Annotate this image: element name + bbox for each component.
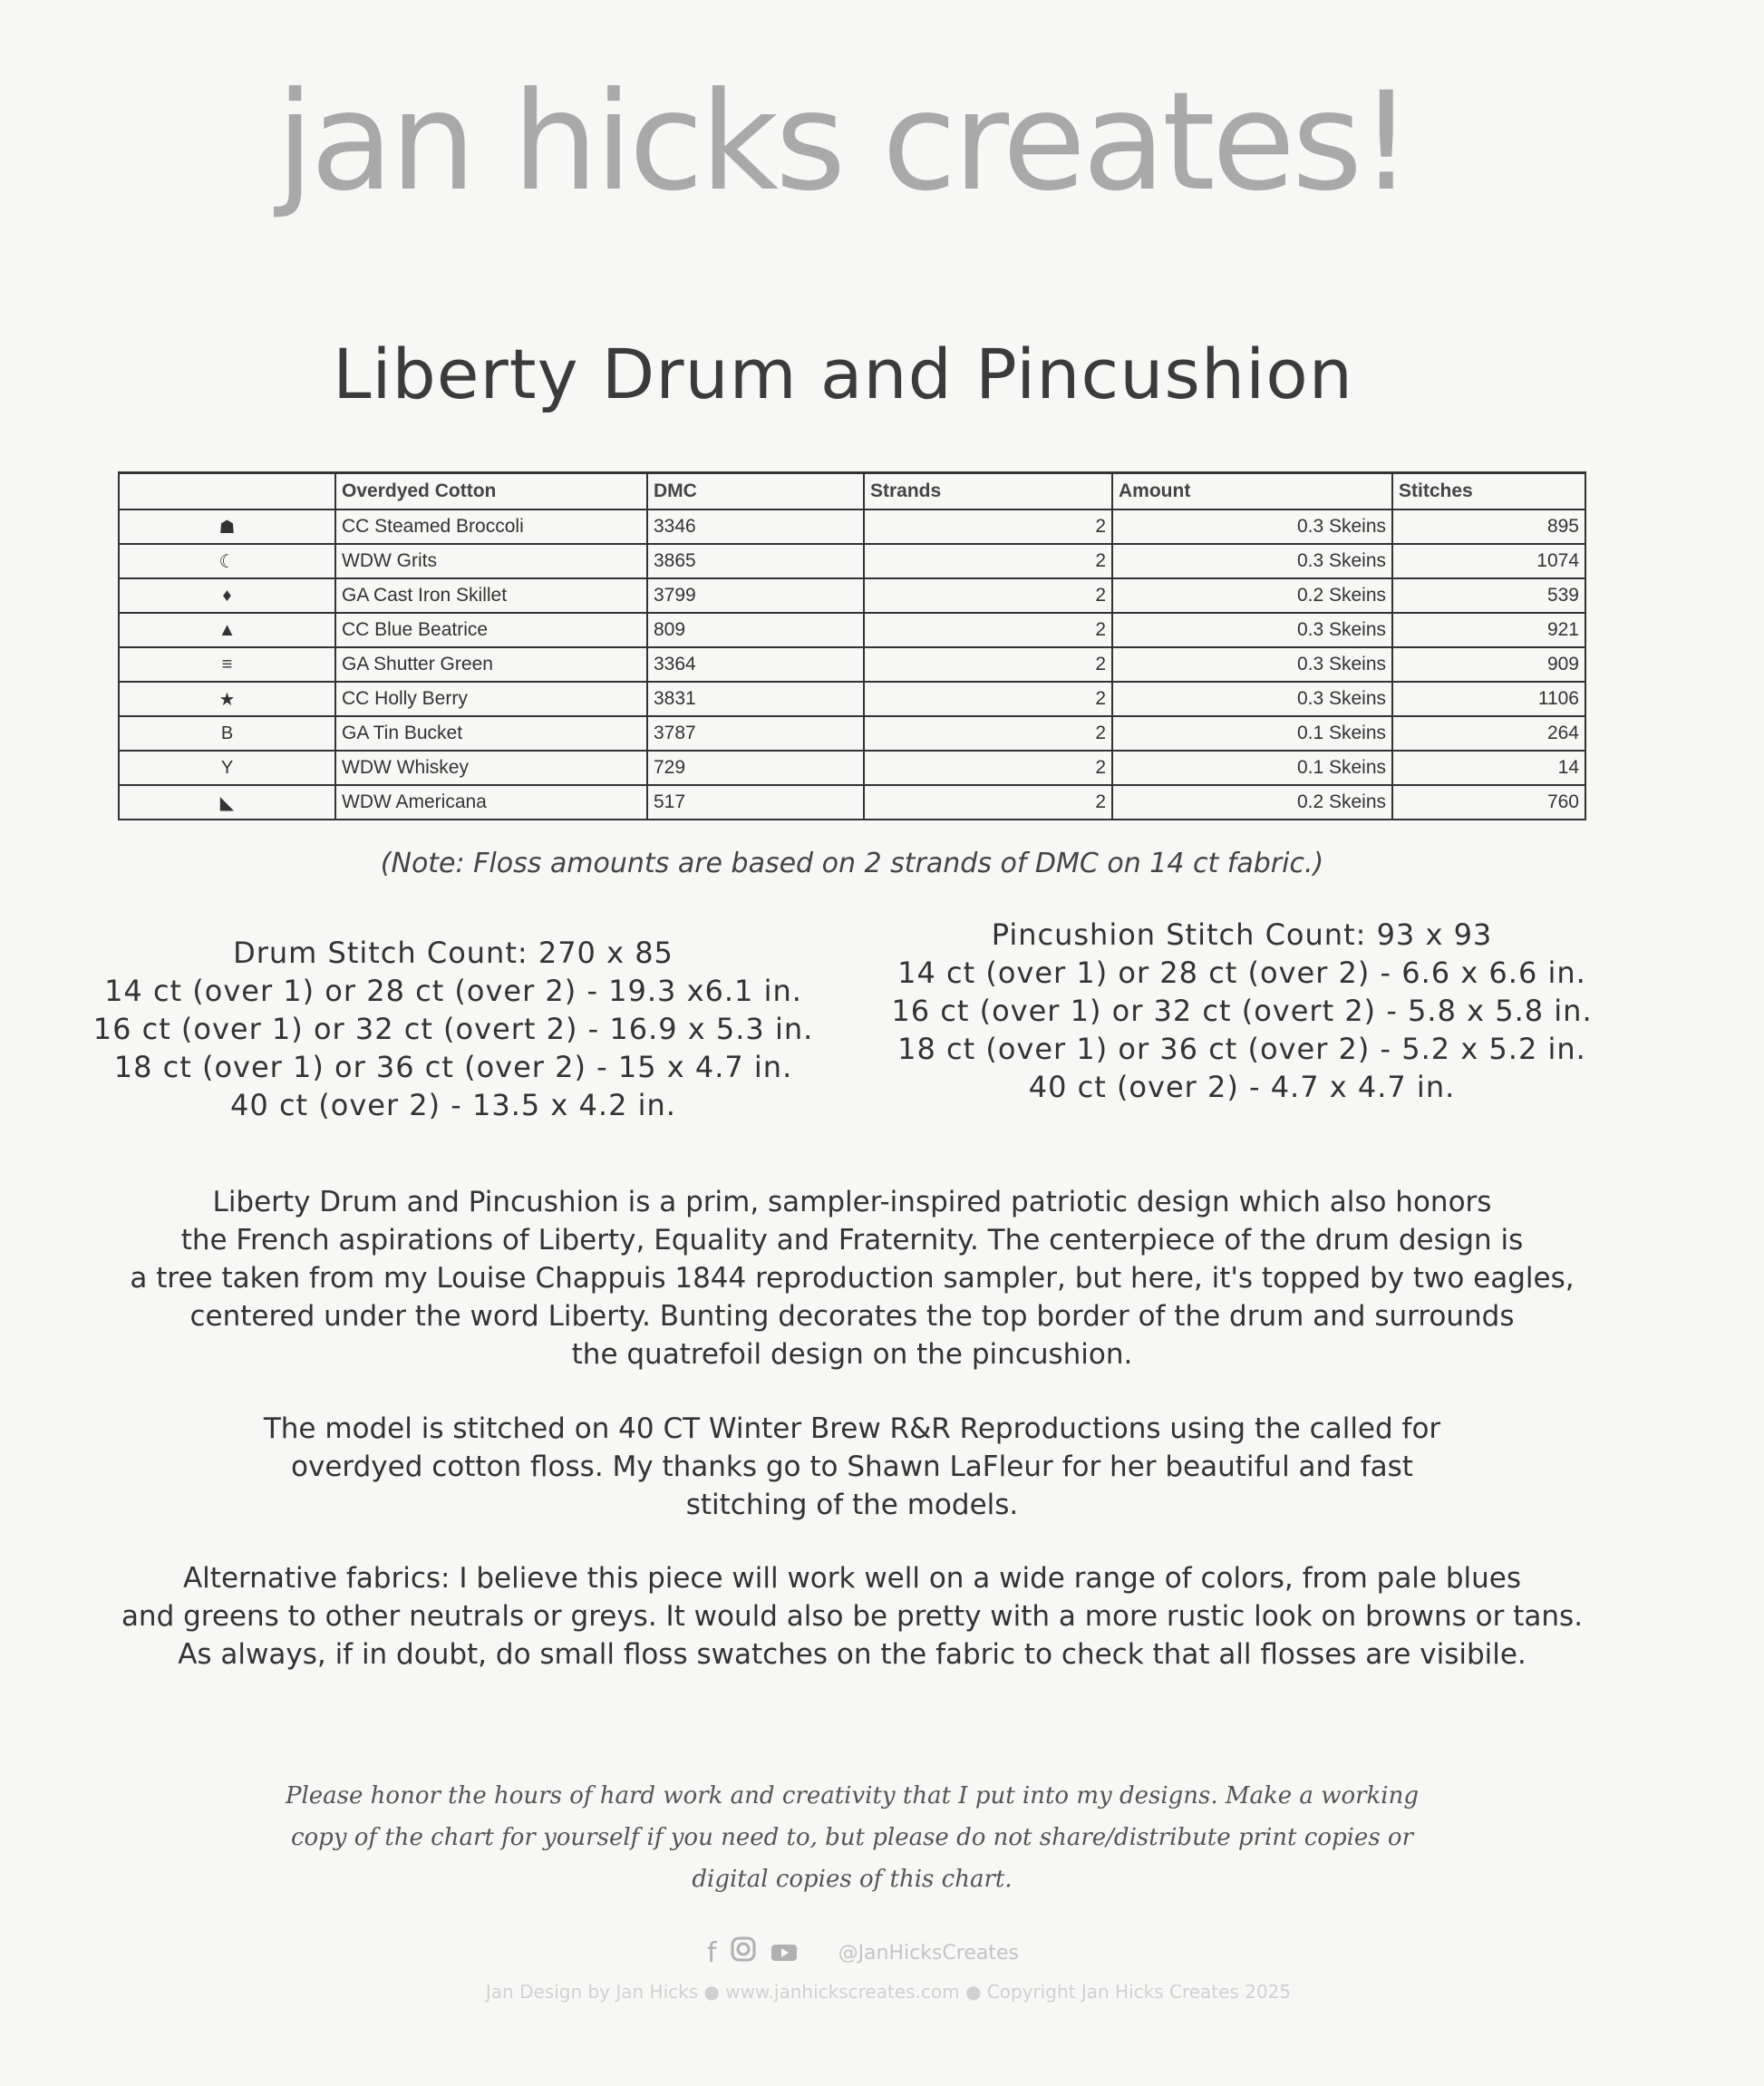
model-line: The model is stitched on 40 CT Winter Brew R&R Reproductions using the called for bbox=[263, 1412, 1441, 1445]
alternatives-line: As always, if in doubt, do small floss swatches on the fabric to check that all flosses are visibile. bbox=[178, 1638, 1527, 1671]
floss-amount: 0.3 Skeins bbox=[1112, 613, 1392, 647]
floss-symbol: Y bbox=[119, 751, 335, 785]
drum-count-line: Drum Stitch Count: 270 x 85 bbox=[233, 936, 674, 970]
alternatives-line: Alternative fabrics: I believe this piece will work well on a wide range of colors, from pale blues bbox=[182, 1562, 1522, 1595]
pincushion-count-line: 16 ct (over 1) or 32 ct (overt 2) - 5.8 x 5.8 in. bbox=[891, 994, 1593, 1028]
floss-dmc: 3346 bbox=[647, 509, 864, 544]
floss-note: (Note: Floss amounts are based on 2 strands of DMC on 14 ct fabric.) bbox=[380, 848, 1324, 879]
table-row bbox=[119, 716, 1585, 751]
floss-name: CC Blue Beatrice bbox=[335, 613, 647, 647]
floss-strands: 2 bbox=[864, 716, 1112, 751]
floss-symbol: ≡ bbox=[119, 647, 335, 682]
description-line: a tree taken from my Louise Chappuis 1844 reproduction sampler, but here, it's topped by two eagles, bbox=[130, 1262, 1575, 1295]
floss-stitches: 539 bbox=[1392, 578, 1585, 613]
copyright-disclaimer bbox=[227, 1775, 1478, 1900]
floss-stitches: 1106 bbox=[1392, 682, 1585, 716]
floss-name: WDW Americana bbox=[335, 785, 647, 820]
drum-stitch-count bbox=[45, 934, 861, 1124]
disclaimer-line: Please honor the hours of hard work and creativity that I put into my designs. Make a working bbox=[285, 1782, 1419, 1809]
floss-name: GA Shutter Green bbox=[335, 647, 647, 682]
table-row bbox=[119, 509, 1585, 544]
pincushion-count-line: 18 ct (over 1) or 36 ct (over 2) - 5.2 x 5.2 in. bbox=[897, 1032, 1586, 1066]
floss-stitches: 14 bbox=[1392, 751, 1585, 785]
floss-stitches: 760 bbox=[1392, 785, 1585, 820]
floss-amount: 0.1 Skeins bbox=[1112, 751, 1392, 785]
floss-amount: 0.3 Skeins bbox=[1112, 682, 1392, 716]
floss-amount: 0.3 Skeins bbox=[1112, 544, 1392, 578]
table-row bbox=[119, 613, 1585, 647]
description-line: the quatrefoil design on the pincushion. bbox=[571, 1338, 1133, 1371]
page-title: Liberty Drum and Pincushion bbox=[333, 334, 1353, 414]
table-row bbox=[119, 785, 1585, 820]
drum-count-line: 14 ct (over 1) or 28 ct (over 2) - 19.3 x6.1 in. bbox=[104, 974, 802, 1008]
floss-symbol: ☾ bbox=[119, 544, 335, 578]
floss-dmc: 3831 bbox=[647, 682, 864, 716]
drum-count-line: 40 ct (over 2) - 13.5 x 4.2 in. bbox=[230, 1088, 676, 1122]
floss-symbol: ▲ bbox=[119, 613, 335, 647]
brand-logo: jan hicks creates! bbox=[276, 63, 1410, 221]
facebook-icon[interactable]: f bbox=[707, 1936, 717, 1969]
floss-strands: 2 bbox=[864, 751, 1112, 785]
table-row bbox=[119, 578, 1585, 613]
floss-amount: 0.3 Skeins bbox=[1112, 647, 1392, 682]
table-row bbox=[119, 647, 1585, 682]
description-line: the French aspirations of Liberty, Equality and Fraternity. The centerpiece of the drum design is bbox=[180, 1224, 1524, 1256]
description-line: Liberty Drum and Pincushion is a prim, sampler-inspired patriotic design which also honors bbox=[212, 1186, 1492, 1218]
floss-name: WDW Grits bbox=[335, 544, 647, 578]
floss-strands: 2 bbox=[864, 647, 1112, 682]
floss-name: GA Tin Bucket bbox=[335, 716, 647, 751]
floss-dmc: 3787 bbox=[647, 716, 864, 751]
footer-credits: Jan Design by Jan Hicks ● www.janhickscreates.com ● Copyright Jan Hicks Creates 2025 bbox=[485, 1981, 1292, 2003]
floss-dmc: 809 bbox=[647, 613, 864, 647]
drum-count-line: 16 ct (over 1) or 32 ct (overt 2) - 16.9 x 5.3 in. bbox=[92, 1012, 814, 1046]
table-row bbox=[119, 751, 1585, 785]
floss-stitches: 921 bbox=[1392, 613, 1585, 647]
header-symbol bbox=[119, 473, 335, 510]
floss-symbol: ☗ bbox=[119, 509, 335, 544]
model-paragraph bbox=[91, 1410, 1614, 1524]
drum-count-line: 18 ct (over 1) or 36 ct (over 2) - 15 x 4.7 in. bbox=[113, 1050, 793, 1084]
social-handle[interactable]: @JanHicksCreates bbox=[838, 1941, 1019, 1965]
header-strands: Strands bbox=[864, 473, 1112, 510]
floss-table bbox=[118, 471, 1586, 820]
floss-dmc: 3799 bbox=[647, 578, 864, 613]
floss-amount: 0.3 Skeins bbox=[1112, 509, 1392, 544]
floss-strands: 2 bbox=[864, 785, 1112, 820]
instagram-icon[interactable] bbox=[730, 1936, 757, 1970]
header-amount: Amount bbox=[1112, 473, 1392, 510]
floss-symbol: B bbox=[119, 716, 335, 751]
floss-amount: 0.2 Skeins bbox=[1112, 578, 1392, 613]
floss-dmc: 3865 bbox=[647, 544, 864, 578]
floss-dmc: 729 bbox=[647, 751, 864, 785]
pincushion-count-line: 40 ct (over 2) - 4.7 x 4.7 in. bbox=[1028, 1070, 1456, 1104]
floss-stitches: 1074 bbox=[1392, 544, 1585, 578]
floss-symbol: ★ bbox=[119, 682, 335, 716]
header-overdyed-cotton: Overdyed Cotton bbox=[335, 473, 647, 510]
disclaimer-line: digital copies of this chart. bbox=[692, 1866, 1013, 1893]
description-paragraph bbox=[91, 1183, 1614, 1373]
alternatives-paragraph bbox=[91, 1559, 1614, 1674]
pincushion-count-line: Pincushion Stitch Count: 93 x 93 bbox=[991, 917, 1493, 952]
floss-strands: 2 bbox=[864, 578, 1112, 613]
pincushion-stitch-count bbox=[834, 916, 1650, 1106]
table-row bbox=[119, 544, 1585, 578]
floss-stitches: 264 bbox=[1392, 716, 1585, 751]
social-links bbox=[707, 1936, 1251, 1970]
floss-name: CC Holly Berry bbox=[335, 682, 647, 716]
floss-symbol: ♦ bbox=[119, 578, 335, 613]
floss-amount: 0.2 Skeins bbox=[1112, 785, 1392, 820]
floss-strands: 2 bbox=[864, 509, 1112, 544]
model-line: overdyed cotton floss. My thanks go to Shawn LaFleur for her beautiful and fast bbox=[291, 1450, 1413, 1483]
floss-strands: 2 bbox=[864, 544, 1112, 578]
header-stitches: Stitches bbox=[1392, 473, 1585, 510]
header-dmc: DMC bbox=[647, 473, 864, 510]
youtube-icon[interactable] bbox=[770, 1936, 799, 1970]
floss-dmc: 517 bbox=[647, 785, 864, 820]
description-line: centered under the word Liberty. Bunting decorates the top border of the drum and surrounds bbox=[189, 1300, 1515, 1333]
floss-strands: 2 bbox=[864, 613, 1112, 647]
floss-name: CC Steamed Broccoli bbox=[335, 509, 647, 544]
pincushion-count-line: 14 ct (over 1) or 28 ct (over 2) - 6.6 x 6.6 in. bbox=[897, 956, 1586, 990]
floss-strands: 2 bbox=[864, 682, 1112, 716]
table-row bbox=[119, 682, 1585, 716]
floss-name: GA Cast Iron Skillet bbox=[335, 578, 647, 613]
floss-stitches: 909 bbox=[1392, 647, 1585, 682]
floss-name: WDW Whiskey bbox=[335, 751, 647, 785]
floss-stitches: 895 bbox=[1392, 509, 1585, 544]
model-line: stitching of the models. bbox=[685, 1489, 1019, 1521]
floss-amount: 0.1 Skeins bbox=[1112, 716, 1392, 751]
floss-symbol: ◣ bbox=[119, 785, 335, 820]
disclaimer-line: copy of the chart for yourself if you need to, but please do not share/distribute print copies or bbox=[290, 1824, 1414, 1851]
alternatives-line: and greens to other neutrals or greys. It would also be pretty with a more rustic look on browns or tans. bbox=[121, 1600, 1584, 1633]
floss-dmc: 3364 bbox=[647, 647, 864, 682]
table-header-row bbox=[119, 473, 1585, 510]
